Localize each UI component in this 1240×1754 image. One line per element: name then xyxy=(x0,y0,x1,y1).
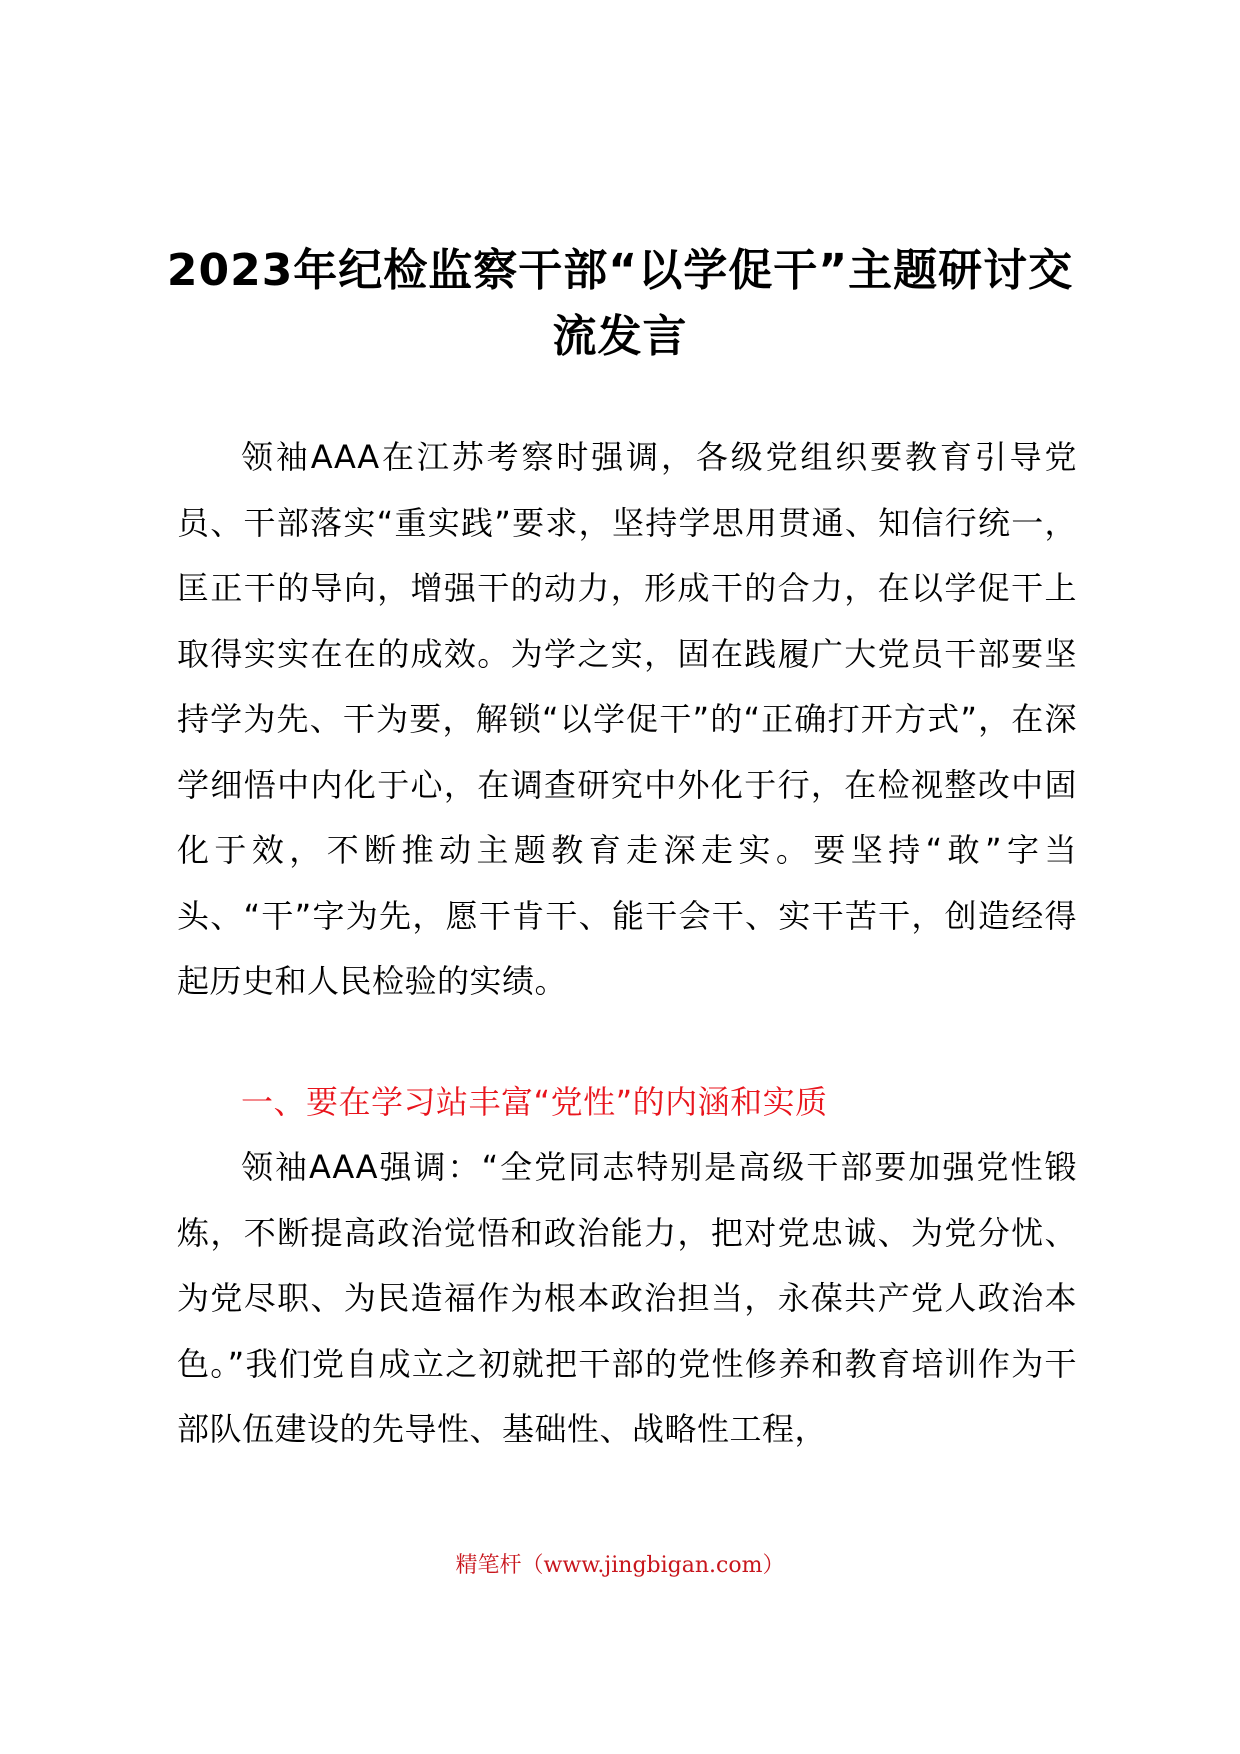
document-title: 2023年纪检监察干部“以学促干”主题研讨交流发言 xyxy=(166,245,1074,362)
section-heading: 一、要在学习站丰富“党性”的内涵和实质 xyxy=(241,1083,828,1121)
paragraph-section-one: 领袖AAA强调：“全党同志特别是高级干部要加强党性锻炼，不断提高政治觉悟和政治能力，把对党忠诚、为党分忧、为党尽职、为民造福作为根本政治担当，永葆共产党人政治本色。”我们党自成立之初就把干部的党性修养和教育培训作为干部队伍建设的先导性、基础性、战略性工程， xyxy=(177,1148,1077,1448)
paragraph-intro: 领袖AAA在江苏考察时强调，各级党组织要教育引导党员、干部落实“重实践”要求，坚持学思用贯通、知信行统一，匡正干的导向，增强干的动力，形成干的合力，在以学促干上取得实实在在的成效。为学之实，固在践履广大党员干部要坚持学为先、干为要，解锁“以学促干”的“正确打开方式”，在深学细悟中内化于心，在调查研究中外化于行，在检视整改中固化于效，不断推动主题教育走深走实。要坚持“敢”字当头、“干”字为先，愿干肯干、能干会干、实干苦干，创造经得起历史和人民检验的实绩。 xyxy=(177,438,1077,1000)
footer-watermark: 精笔杆（www.jingbigan.com） xyxy=(455,1553,785,1578)
